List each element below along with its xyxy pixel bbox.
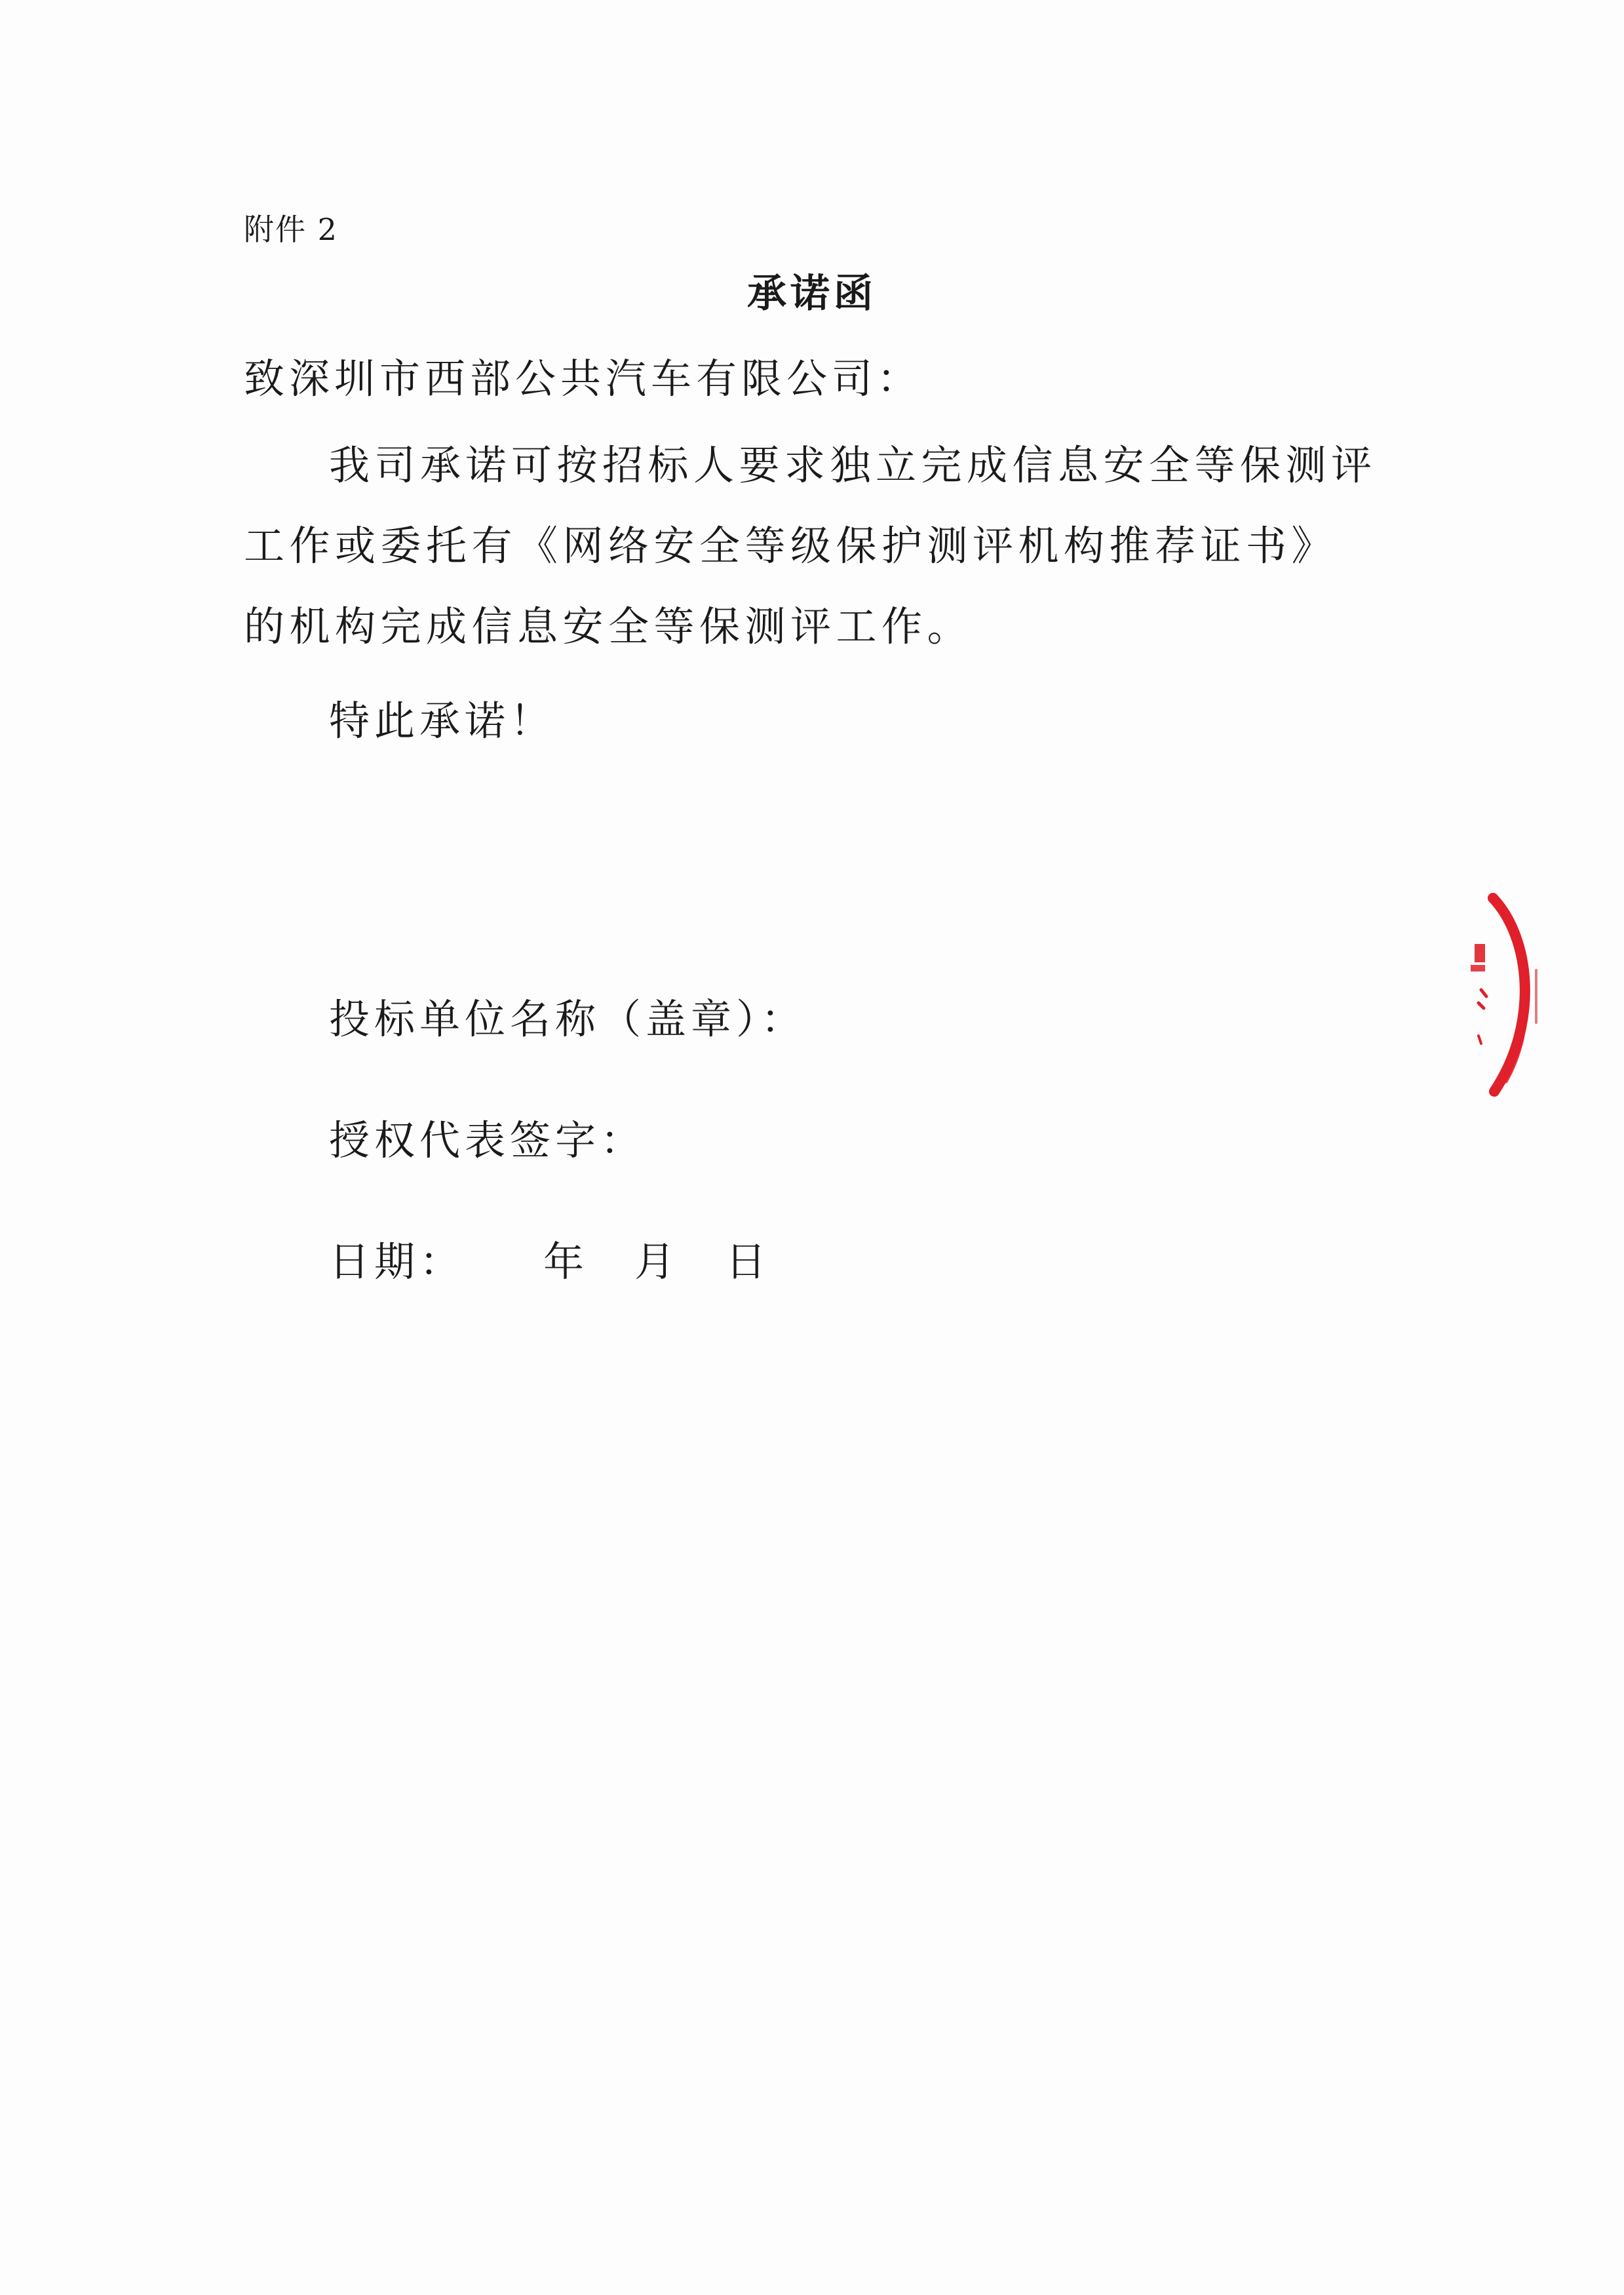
document-title: 承诺函 bbox=[747, 271, 877, 317]
commitment-paragraph: 我司承诺可按招标人要求独立完成信息安全等保测评工作或委托有《网络安全等级保护测评机构推荐证书》的机构完成信息安全等保测评工作。 bbox=[244, 441, 1377, 650]
closing-line: 特此承诺！ bbox=[329, 697, 556, 745]
company-seal-label: 投标单位名称（盖章）： bbox=[329, 995, 807, 1043]
date-year: 年 bbox=[543, 1238, 589, 1285]
company-seal-field bbox=[329, 987, 806, 1045]
representative-signature-label: 授权代表签字： bbox=[329, 1116, 646, 1164]
attachment-label: 附件 2 bbox=[244, 212, 338, 247]
date-day: 日 bbox=[725, 1238, 771, 1285]
partial-red-seal-icon bbox=[1468, 892, 1547, 1101]
date-month: 月 bbox=[634, 1238, 680, 1285]
representative-signature-field bbox=[329, 1108, 646, 1166]
addressee-line: 致深圳市西部公共汽车有限公司： bbox=[244, 355, 923, 402]
date-field bbox=[329, 1229, 771, 1287]
date-label: 日期： bbox=[329, 1238, 465, 1285]
